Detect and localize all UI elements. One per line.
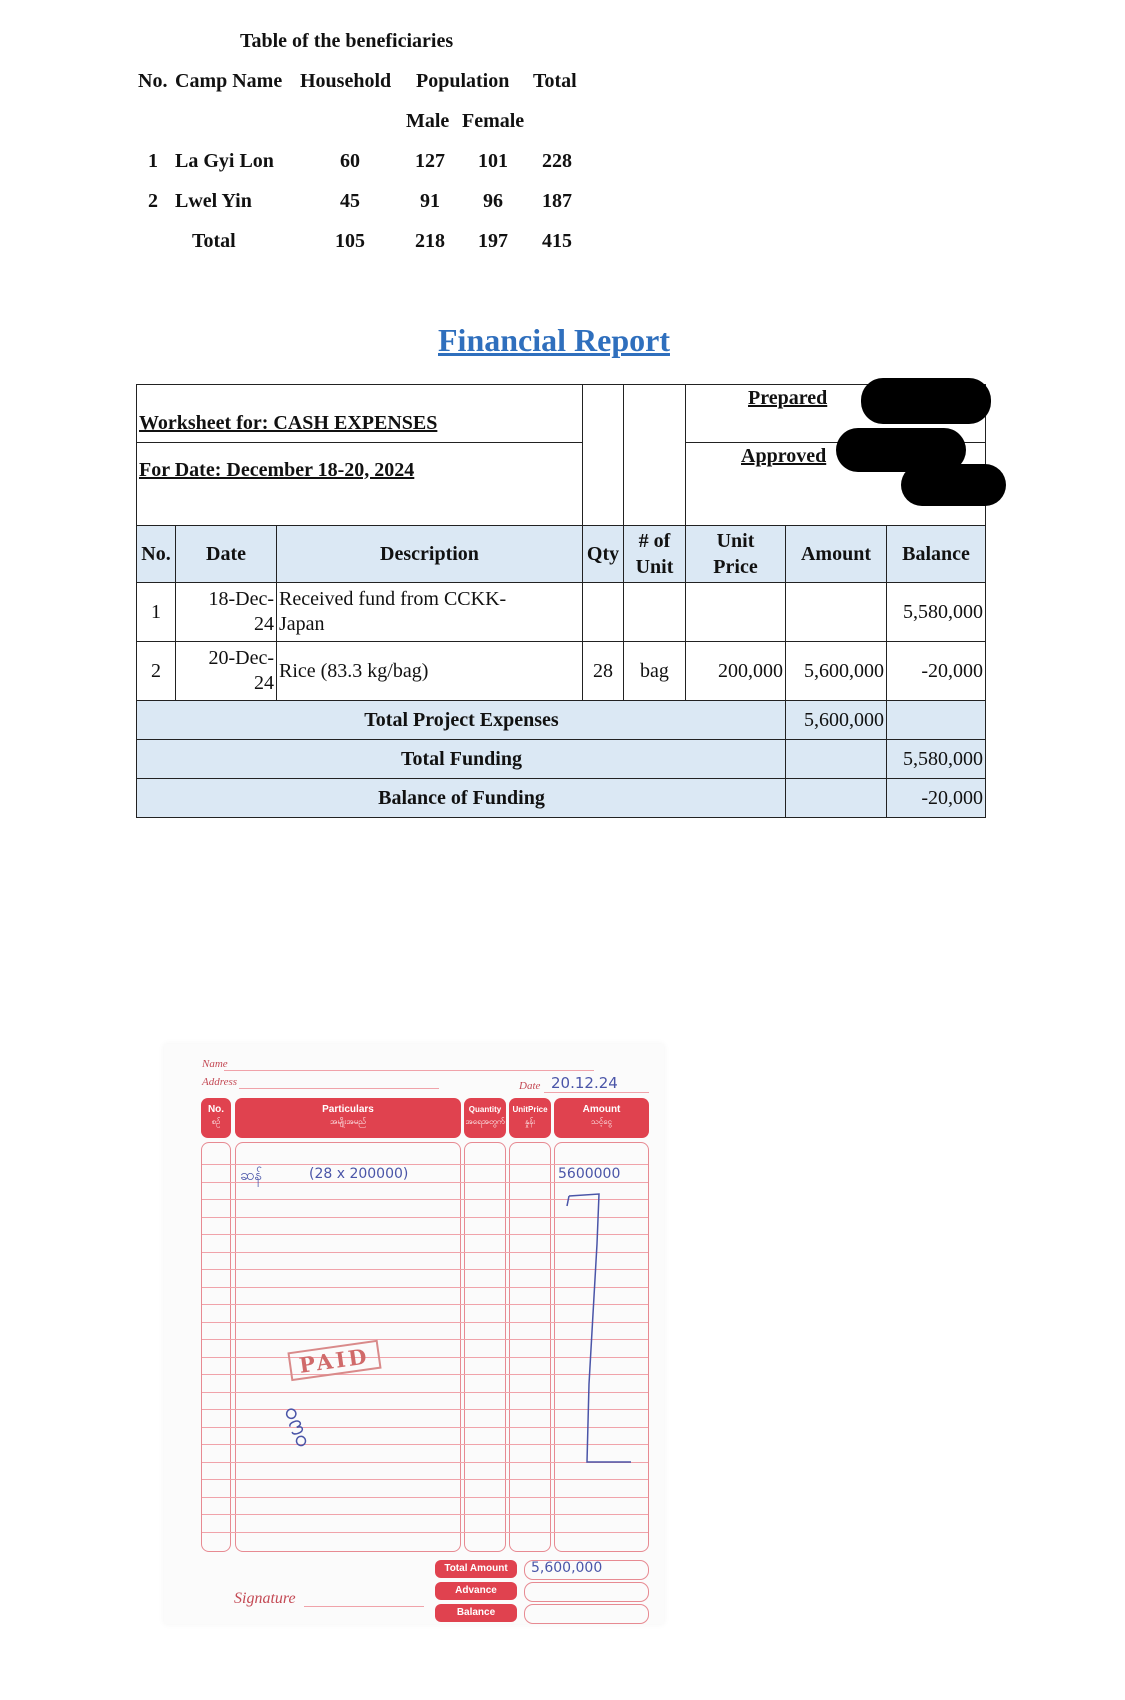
- worksheet-label-cell: [136, 384, 583, 444]
- ben-row-2-male: 91: [420, 190, 440, 212]
- receipt-date-label: Date: [519, 1080, 541, 1092]
- row-1-price: [685, 582, 786, 642]
- col-unit-line1: # of: [638, 530, 671, 552]
- receipt-col-no: [201, 1098, 231, 1138]
- receipt-col-particulars: [235, 1098, 461, 1138]
- row-2-qty: 28: [582, 641, 624, 701]
- receipt-col-unitprice: [509, 1098, 551, 1138]
- row-1-date: [175, 582, 277, 642]
- col-unit-price-header: [685, 525, 786, 583]
- ben-row-2-total: 187: [542, 190, 572, 212]
- col-no-header: No.: [136, 525, 176, 583]
- ben-row-1-female: 101: [478, 150, 508, 172]
- receipt-total-amount-box: [524, 1560, 649, 1580]
- col-amount-header: Amount: [785, 525, 887, 583]
- receipt-col-amount-mm: သင့်ငွေ: [591, 1117, 612, 1126]
- ben-total-total: 415: [542, 230, 572, 252]
- row-2-unit: bag: [623, 641, 686, 701]
- balance-of-funding-label: Balance of Funding: [136, 778, 787, 818]
- header-total: Total: [533, 70, 577, 92]
- approved-label: Approved: [741, 445, 827, 467]
- header-no: No.: [138, 70, 168, 92]
- row-1-unit: [623, 582, 686, 642]
- redaction-mark: [901, 464, 1006, 506]
- ben-row-1-camp: La Gyi Lon: [175, 150, 274, 172]
- receipt-bracket-mark: [559, 1184, 639, 1474]
- redaction-mark: [861, 378, 991, 424]
- row-1-no: 1: [136, 582, 176, 642]
- receipt-balance-box: [524, 1604, 649, 1624]
- receipt-col-unitprice-mm: နှုန်း: [524, 1117, 536, 1126]
- row-2-description: Rice (83.3 kg/bag): [276, 641, 583, 701]
- receipt-rule-line: [202, 1514, 648, 1515]
- row-1-qty: [582, 582, 624, 642]
- total-funding-balance: 5,580,000: [886, 739, 986, 779]
- beneficiaries-title: Table of the beneficiaries: [240, 30, 454, 52]
- row-2-price: 200,000: [685, 641, 786, 701]
- receipt-item-text: ဆန်: [240, 1166, 263, 1184]
- total-expenses-balance-blank: [886, 700, 986, 740]
- col-description-header: Description: [276, 525, 583, 583]
- header-female: Female: [462, 110, 525, 132]
- col-qty-header: Qty: [582, 525, 624, 583]
- prepared-label: Prepared: [748, 387, 828, 409]
- receipt-advance-box: [524, 1582, 649, 1602]
- date-line: [544, 1092, 649, 1093]
- total-expenses-amount: 5,600,000: [785, 700, 887, 740]
- cash-expenses-worksheet: [136, 384, 986, 816]
- header-population: Population: [416, 70, 510, 92]
- receipt-col-no-mm: စဉ်: [211, 1117, 221, 1126]
- row-1-desc-line1: Received fund from CCKK-: [279, 588, 507, 610]
- ben-row-2-female: 96: [483, 190, 503, 212]
- receipt-col-particulars-text: Particulars: [322, 1104, 374, 1115]
- receipt-item-amount: 5600000: [558, 1166, 621, 1182]
- receipt-col-amount: [554, 1098, 649, 1138]
- col-price-line2: Price: [713, 556, 758, 578]
- receipt-col-unitprice-text: UnitPrice: [512, 1105, 548, 1114]
- receipt-col-quantity: [464, 1098, 506, 1138]
- receipt-voucher: [164, 1044, 664, 1624]
- col-unit-line2: Unit: [635, 556, 674, 578]
- receipt-col-particulars-mm: အမျိုးအမည်: [329, 1117, 366, 1126]
- ben-total-label: Total: [192, 230, 236, 252]
- receipt-item-calc: (28 x 200000): [309, 1166, 409, 1182]
- row-2-date: [175, 641, 277, 701]
- col-price-line1: Unit: [716, 530, 755, 552]
- ben-row-1-total: 228: [542, 150, 572, 172]
- row-1-description: [276, 582, 583, 642]
- row-2-date-line1: 20-Dec-: [208, 647, 274, 669]
- blank-cell-b: [623, 384, 686, 526]
- financial-report-title: Financial Report: [438, 322, 670, 358]
- receipt-col-no-text: No.: [207, 1104, 225, 1115]
- receipt-signature-mark: ဒွိ: [281, 1405, 309, 1444]
- receipt-signature-label: Signature: [234, 1590, 296, 1607]
- receipt-rule-line: [202, 1497, 648, 1498]
- ben-row-1-no: 1: [148, 150, 158, 172]
- total-expenses-label: Total Project Expenses: [136, 700, 787, 740]
- signature-line: [304, 1606, 424, 1607]
- receipt-balance-label: Balance: [435, 1604, 517, 1622]
- ben-row-1-household: 60: [340, 150, 360, 172]
- row-2-date-line2: 24: [254, 672, 274, 694]
- receipt-rule-line: [202, 1164, 648, 1165]
- worksheet-label: Worksheet for: CASH EXPENSES: [139, 412, 438, 434]
- receipt-rule-line: [202, 1532, 648, 1533]
- balance-of-funding-value: -20,000: [886, 778, 986, 818]
- receipt-advance-label: Advance: [435, 1582, 517, 1600]
- total-funding-label: Total Funding: [136, 739, 787, 779]
- receipt-col-no-body: [201, 1142, 231, 1552]
- row-1-date-line2: 24: [254, 613, 274, 635]
- row-1-desc-line2: Japan: [279, 613, 325, 635]
- header-male: Male: [406, 110, 450, 132]
- address-line: [239, 1088, 439, 1089]
- total-funding-amount-blank: [785, 739, 887, 779]
- row-2-amount: 5,600,000: [785, 641, 887, 701]
- receipt-col-quantity-body: [464, 1142, 506, 1552]
- ben-total-male: 218: [415, 230, 445, 252]
- row-2-balance: -20,000: [886, 641, 986, 701]
- row-2-no: 2: [136, 641, 176, 701]
- paid-stamp: PAID: [287, 1340, 381, 1381]
- date-label-cell: [136, 442, 583, 526]
- receipt-col-unitprice-body: [509, 1142, 551, 1552]
- blank-cell-a: [582, 384, 624, 526]
- receipt-total-amount-value: 5,600,000: [531, 1560, 603, 1576]
- receipt-col-quantity-text: Quantity: [468, 1105, 502, 1114]
- col-unit-header: [623, 525, 686, 583]
- col-date-header: Date: [175, 525, 277, 583]
- date-label: For Date: December 18-20, 2024: [139, 458, 415, 481]
- receipt-col-quantity-mm: အရေအတွက်: [465, 1117, 505, 1126]
- ben-total-household: 105: [335, 230, 365, 252]
- ben-row-2-household: 45: [340, 190, 360, 212]
- row-1-balance: 5,580,000: [886, 582, 986, 642]
- row-1-amount: [785, 582, 887, 642]
- balance-of-funding-amount-blank: [785, 778, 887, 818]
- header-camp-name: Camp Name: [175, 70, 283, 92]
- receipt-rule-line: [202, 1479, 648, 1480]
- receipt-name-label: Name: [202, 1058, 228, 1070]
- receipt-date-value: 20.12.24: [551, 1074, 618, 1092]
- ben-total-female: 197: [478, 230, 508, 252]
- ben-row-2-no: 2: [148, 190, 158, 212]
- header-household: Household: [300, 70, 392, 92]
- receipt-address-label: Address: [202, 1076, 238, 1088]
- ben-row-2-camp: Lwel Yin: [175, 190, 252, 212]
- name-line: [224, 1070, 594, 1071]
- row-1-date-line1: 18-Dec-: [208, 588, 274, 610]
- col-balance-header: Balance: [886, 525, 986, 583]
- ben-row-1-male: 127: [415, 150, 445, 172]
- receipt-total-amount-label: Total Amount: [435, 1560, 517, 1578]
- receipt-col-amount-text: Amount: [582, 1104, 621, 1115]
